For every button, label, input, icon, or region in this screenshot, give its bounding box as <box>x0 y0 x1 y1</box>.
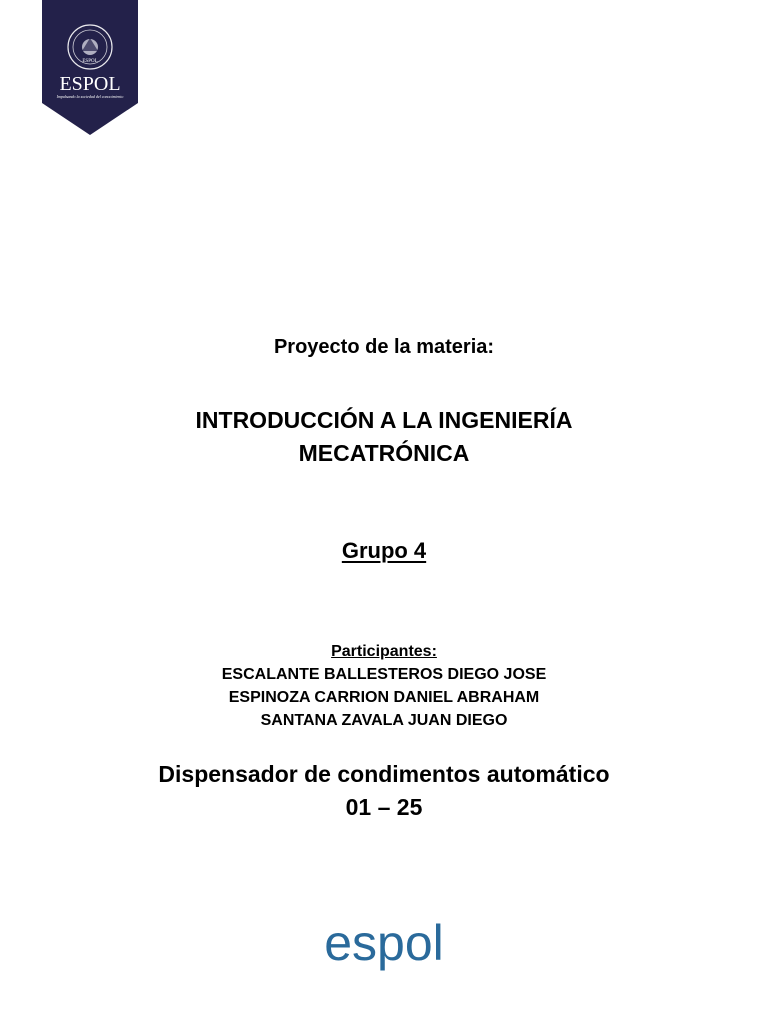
espol-footer-logo <box>312 920 456 984</box>
subject-intro: Proyecto de la materia: <box>273 336 495 358</box>
project-title: Dispensador de condimentos automático <box>158 761 610 787</box>
participants-title: Participantes: <box>331 643 437 660</box>
espol-wordmark-icon <box>312 920 456 984</box>
espol-crest-banner-icon <box>42 0 138 135</box>
participant-name: SANTANA ZAVALA JUAN DIEGO <box>260 712 508 729</box>
term-label: 01 – 25 <box>345 794 423 820</box>
seal-text: ESPOL <box>82 59 98 64</box>
participant-name: ESCALANTE BALLESTEROS DIEGO JOSE <box>221 666 547 683</box>
group-label <box>0 538 768 564</box>
project-section <box>0 758 768 824</box>
logo-motto: Impulsando la sociedad del conocimiento <box>56 94 124 99</box>
logo-text: ESPOL <box>59 73 121 95</box>
participants-section <box>0 640 768 732</box>
group-text: Grupo 4 <box>341 538 427 563</box>
course-title-line-2: MECATRÓNICA <box>298 440 470 466</box>
course-title <box>0 404 768 470</box>
course-title-line-1: INTRODUCCIÓN A LA INGENIERÍA <box>195 407 573 433</box>
participant-name: ESPINOZA CARRION DANIEL ABRAHAM <box>228 689 540 706</box>
footer-logo-text: espol <box>324 920 444 971</box>
espol-banner-logo <box>42 0 138 135</box>
